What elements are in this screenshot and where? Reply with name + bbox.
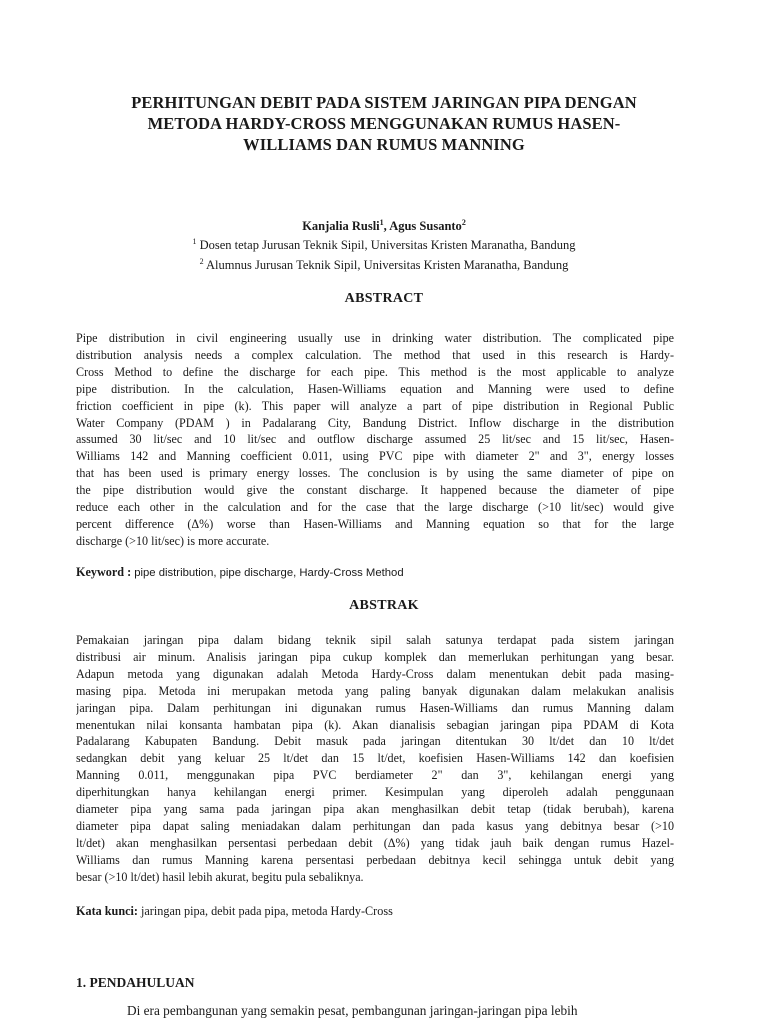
affiliation — [0, 257, 768, 273]
affiliation-text: Alumnus Jurusan Teknik Sipil, Universitas Kristen Maranatha, Bandung — [206, 258, 569, 273]
affiliation-text: Dosen tetap Jurusan Teknik Sipil, Universitas Kristen Maranatha, Bandung — [199, 238, 576, 253]
affiliation — [0, 237, 768, 253]
abstract-line: Williams 142 and Manning coefficient 0.011, using PVC pipe with diameter 2" and 3", energy losses — [76, 449, 674, 464]
title-line: METODA HARDY-CROSS MENGGUNAKAN RUMUS HASEN- — [147, 114, 621, 133]
abstrak-line: distribusi air minum. Analisis jaringan pipa cukup komplek dan memerlukan perhitungan yang besar. — [76, 649, 674, 664]
kata-kunci-label: Kata kunci — [76, 904, 134, 918]
abstrak-line: Pemakaian jaringan pipa dalam bidang teknik sipil salah satunya terdapat pada sistem jaringan — [76, 633, 674, 647]
abstract-line: Water Company (PDAM ) in Padalarang City, Bandung District. Inflow discharge in the distribution — [76, 415, 674, 430]
keywords — [76, 565, 696, 580]
abstract-line: Pipe distribution in civil engineering usually use in drinking water distribution. The complicated pipe — [76, 331, 674, 345]
abstrak-line: besar (>10 lt/det) hasil lebih akurat, begitu pula sebaliknya. — [76, 869, 364, 884]
keywords-separator: : — [124, 565, 135, 579]
kata-kunci-text: jaringan pipa, debit pada pipa, metoda Hardy-Cross — [141, 904, 393, 918]
affiliation-mark: 1 — [192, 237, 197, 246]
abstract-line: reduce each other in the calculation and for the case that the large discharge (>10 lit/sec) would give — [76, 500, 674, 515]
abstract-line: distribution analysis needs a complex calculation. The method that used in this research is Hardy- — [76, 347, 674, 362]
abstract-line: that has been used is primary energy losses. The conclusion is by using the same diameter of pipe on — [76, 466, 674, 481]
abstrak-body — [76, 632, 674, 886]
abstract-heading: ABSTRACT — [344, 291, 424, 306]
abstrak-line: Padalarang Kabupaten Bandung. Debit masuk pada jaringan ditentukan 30 lt/det dan 10 lt/det — [76, 734, 674, 749]
author-list — [0, 218, 768, 234]
abstrak-line: Adapun metoda yang digunakan adalah Metoda Hardy-Cross dalam menentukan debit pada masing- — [76, 666, 674, 681]
author-name: Kanjalia Rusli — [302, 219, 380, 234]
abstrak-line: menentukan nilai konsanta hambatan pipa (k). Akan dianalisis sebagian jaringan pipa PDAM di Kota — [76, 717, 674, 732]
abstract-line: percent difference (Δ%) worse than Hasen-Williams and Manning equation so that for the large — [76, 516, 674, 531]
keywords-text: pipe distribution, pipe discharge, Hardy-Cross Method — [134, 567, 404, 579]
abstrak-line: Williams dan rumus Manning karena persentasi perbedaan debitnya kecil sehingga untuk debit yang — [76, 852, 674, 867]
title-line: PERHITUNGAN DEBIT PADA SISTEM JARINGAN PIPA DENGAN — [131, 93, 637, 112]
abstract-line: discharge (>10 lit/sec) is more accurate. — [76, 533, 270, 548]
author-affiliation-mark: 2 — [461, 218, 466, 227]
author-separator: , — [383, 219, 390, 234]
abstrak-line: masing pipa. Metoda ini merupakan metoda yang paling banyak digunakan dalam melakukan analisis — [76, 683, 674, 698]
abstrak-heading: ABSTRAK — [349, 598, 419, 613]
abstract-line: friction coefficient in pipe (k). This paper will analyze a part of pipe distribution in Regional Public — [76, 398, 674, 413]
keywords-label: Keyword — [76, 565, 125, 579]
abstrak-line: jaringan pipa. Dalam perhitungan ini digunakan rumus Hasen-Williams dan rumus Manning dalam — [76, 700, 674, 715]
author-name: Agus Susanto — [389, 219, 462, 234]
abstrak-line: Manning 0.011, menggunakan pipa PVC berdiameter 2" dan 3", kehilangan energi yang — [76, 768, 674, 783]
title-line: WILLIAMS DAN RUMUS MANNING — [243, 135, 525, 154]
abstrak-line: lt/det) akan menghasilkan persentasi perbedaan debit (Δ%) yang tidak jauh baik dengan rumus Hazel- — [76, 835, 674, 850]
abstrak-line: diameter pipa yang sama pada jaringan pipa akan menghasilkan debit tetap (tidak berubah), karena — [76, 802, 674, 817]
abstract-line: the pipe distribution would give the constant discharge. It happened because the diameter of pipe — [76, 483, 674, 498]
paper-title — [60, 92, 708, 155]
abstrak-line: diperhitungkan hanya kehilangan energi primer. Kesimpulan yang diperoleh adalah penggunaan — [76, 785, 674, 800]
kata-kunci — [76, 904, 696, 919]
abstrak-line: diameter pipa dapat saling meniadakan dalam perhitungan dan pada kasus yang debitnya besar (>10 — [76, 818, 674, 833]
abstract-line: Cross Method to define the discharge for each pipe. This method is the most applicable to analyze — [76, 364, 674, 379]
author-affiliation-mark: 1 — [379, 218, 384, 227]
abstract-line: assumed 30 lit/sec and 10 lit/sec and outflow discharge assumed 25 lit/sec and 15 lit/sec, Hasen- — [76, 432, 674, 447]
affiliation-mark: 2 — [199, 257, 204, 266]
section-first-line: Di era pembangunan yang semakin pesat, pembangunan jaringan-jaringan pipa lebih — [127, 1003, 578, 1018]
kata-kunci-separator: : — [133, 904, 142, 918]
section-heading: 1. PENDAHULUAN — [76, 975, 195, 990]
abstrak-line: sedangkan debit yang keluar 25 lt/det dan 15 lt/det, koefisien Hasen-Williams 142 dan koefisien — [76, 751, 674, 766]
abstract-line: pipe distribution. In the calculation, Hasen-Williams equation and Manning were used to define — [76, 381, 674, 396]
abstract-body — [76, 330, 674, 550]
